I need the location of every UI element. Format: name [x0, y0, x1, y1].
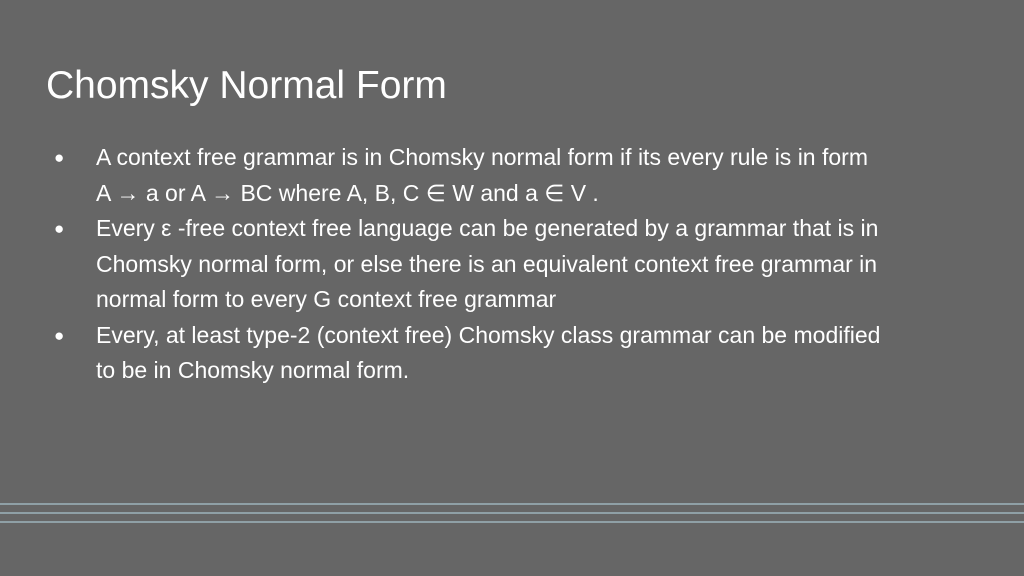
- footer-rule-1: [0, 503, 1024, 505]
- bullet-list: [54, 140, 984, 389]
- slide-title: Chomsky Normal Form: [46, 64, 447, 107]
- bullet-dot-icon: ●: [54, 325, 65, 345]
- bullet-3-line-1: Every, at least type-2 (context free) Chomsky class grammar can be modified: [96, 321, 881, 348]
- bullet-2-line-2: Chomsky normal form, or else there is an equivalent context free grammar in: [96, 250, 878, 277]
- bullet-item-1: [54, 140, 984, 211]
- bullet-3-line-2: to be in Chomsky normal form.: [96, 357, 410, 383]
- footer-rule-2: [0, 512, 1024, 514]
- bullet-dot-icon: ●: [54, 219, 65, 238]
- bullet-2-line-1: Every ε -free context free language can be generated by a grammar that is in: [96, 215, 879, 241]
- footer-rule-3: [0, 521, 1024, 523]
- bullet-1-line-1: A context free grammar is in Chomsky normal form if its every rule is in form: [96, 144, 868, 170]
- bullet-2-line-3: normal form to every G context free grammar: [96, 286, 557, 312]
- bullet-dot-icon: ●: [54, 148, 65, 167]
- bullet-item-2: [54, 211, 984, 318]
- bullet-item-3: [54, 318, 984, 389]
- bullet-1-line-2: A → a or A → BC where A, B, C ∈ W and a ∈ V .: [96, 179, 599, 206]
- footer-rules: [0, 503, 1024, 525]
